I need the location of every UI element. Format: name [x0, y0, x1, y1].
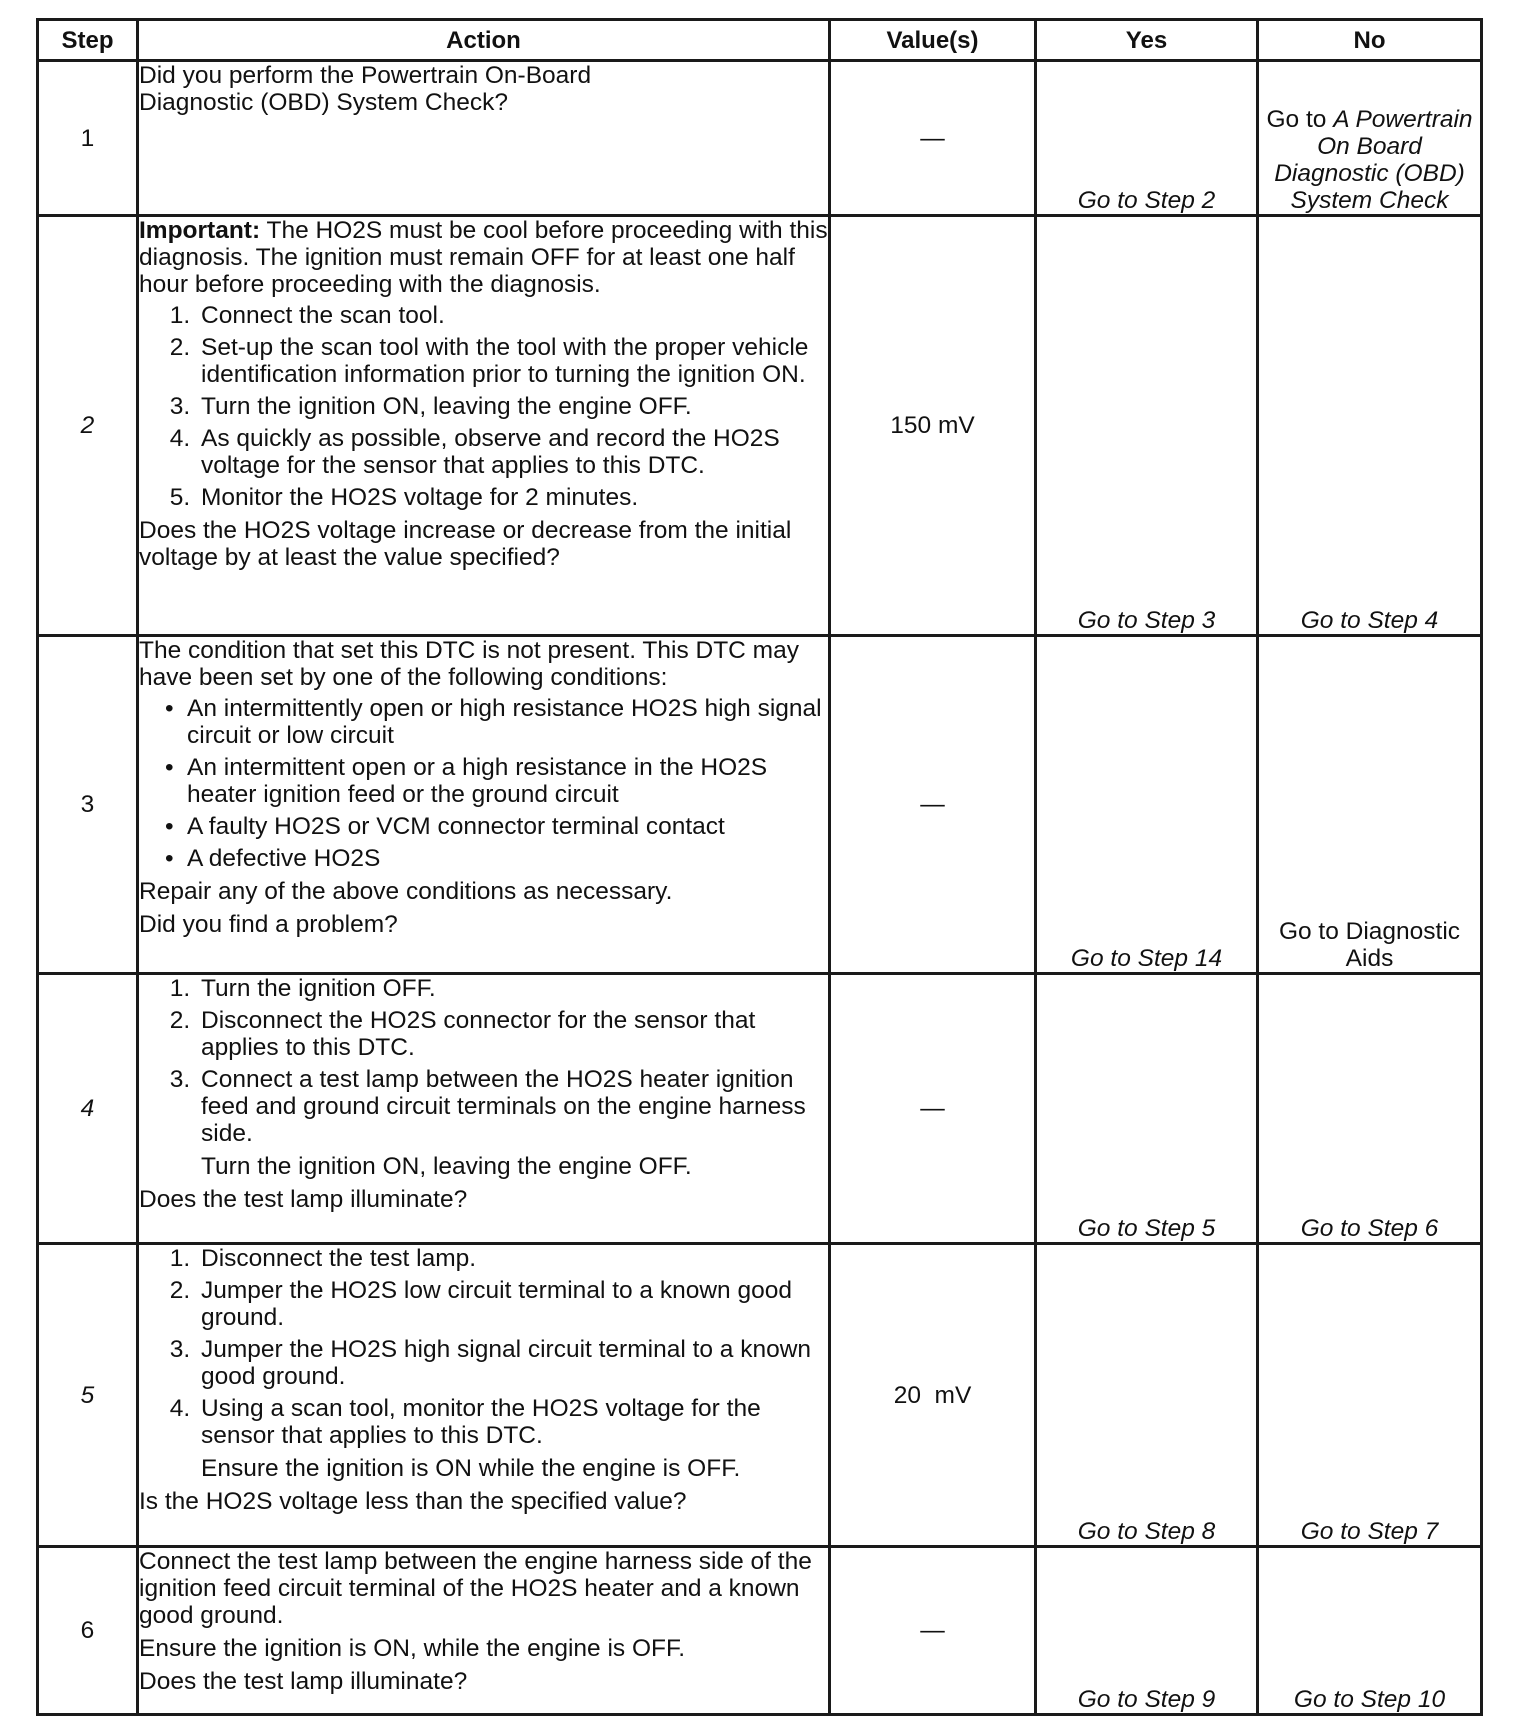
action-note: Turn the ignition ON, leaving the engine OFF. — [201, 1153, 692, 1180]
action-cell — [138, 1244, 830, 1547]
action-cell — [138, 61, 830, 216]
value-text: — — [920, 1095, 945, 1122]
condition-list — [139, 695, 828, 872]
step-number: 6 — [38, 1547, 138, 1715]
header-step: Step — [38, 20, 138, 61]
value-cell — [830, 1547, 1036, 1715]
value-cell — [830, 216, 1036, 636]
yes-cell — [1036, 61, 1258, 216]
repair-text: Repair any of the above conditions as necessary. — [139, 878, 673, 905]
yes-cell — [1036, 974, 1258, 1244]
header-action: Action — [138, 20, 830, 61]
no-cell — [1258, 216, 1482, 636]
no-cell — [1258, 974, 1482, 1244]
value-text: 150 mV — [890, 412, 975, 439]
no-cell — [1258, 636, 1482, 974]
action-note: Ensure the ignition is ON while the engine is OFF. — [201, 1455, 741, 1482]
yes-link[interactable]: Go to Step 9 — [1077, 1686, 1216, 1713]
step-number: 3 — [38, 636, 138, 974]
yes-cell — [1036, 216, 1258, 636]
no-cell — [1258, 1244, 1482, 1547]
yes-link[interactable]: Go to Step 3 — [1077, 607, 1216, 634]
important-label: Important: — [139, 217, 261, 244]
list-item: 1. Connect the scan tool. — [197, 302, 828, 329]
action-cell — [138, 1547, 830, 1715]
no-link[interactable]: Go to Step 6 — [1300, 1215, 1439, 1242]
value-text: — — [920, 124, 945, 152]
list-item: 3. Connect a test lamp between the HO2S heater ignition feed and ground circuit terminals on the engine harness side. — [197, 1066, 828, 1147]
list-item: 2. Set-up the scan tool with the tool with the proper vehicle identification information prior to turning the ignition ON. — [197, 334, 828, 388]
table-row — [38, 1547, 1482, 1715]
yes-cell — [1036, 636, 1258, 974]
value-cell — [830, 636, 1036, 974]
yes-cell — [1036, 1547, 1258, 1715]
header-values: Value(s) — [830, 20, 1036, 61]
no-link[interactable]: Go to Diagnostic Aids — [1278, 918, 1461, 972]
step-number: 4 — [38, 974, 138, 1244]
important-text: The HO2S must be cool before proceeding with this diagnosis. The ignition must remain OFF for at least one half hour before proceeding with the diagnosis. — [139, 217, 828, 298]
step-number: 1 — [38, 61, 138, 216]
value-cell — [830, 61, 1036, 216]
action-question: Did you perform the Powertrain On-Board Diagnostic (OBD) System Check? — [139, 62, 592, 116]
value-cell — [830, 1244, 1036, 1547]
step-number: 5 — [38, 1244, 138, 1547]
action-note: Ensure the ignition is ON, while the engine is OFF. — [139, 1635, 686, 1662]
header-yes: Yes — [1036, 20, 1258, 61]
list-item: • An intermittent open or a high resistance in the HO2S heater ignition feed or the ground circuit — [187, 754, 828, 808]
list-item: 1. Turn the ignition OFF. — [197, 975, 828, 1002]
list-item: 5. Monitor the HO2S voltage for 2 minutes. — [197, 484, 828, 511]
table-row — [38, 61, 1482, 216]
action-cell — [138, 974, 830, 1244]
list-item: 4. As quickly as possible, observe and record the HO2S voltage for the sensor that applies to this DTC. — [197, 425, 828, 479]
value-text: 20 mV — [893, 1381, 972, 1409]
action-intro: The condition that set this DTC is not present. This DTC may have been set by one of the following conditions: — [139, 637, 799, 691]
no-link[interactable]: Go to Step 7 — [1300, 1518, 1439, 1545]
no-cell — [1258, 1547, 1482, 1715]
list-item: • An intermittently open or high resistance HO2S high signal circuit or low circuit — [187, 695, 828, 749]
action-question: Does the test lamp illuminate? — [139, 1668, 468, 1695]
yes-link[interactable]: Go to Step 5 — [1077, 1215, 1216, 1242]
action-question: Does the test lamp illuminate? — [139, 1186, 468, 1213]
table-row — [38, 974, 1482, 1244]
list-item: 3. Jumper the HO2S high signal circuit terminal to a known good ground. — [197, 1336, 828, 1390]
header-no: No — [1258, 20, 1482, 61]
action-intro: Connect the test lamp between the engine harness side of the ignition feed circuit terminal of the HO2S heater and a known good ground. — [139, 1548, 812, 1629]
procedure-list — [139, 975, 828, 1147]
table-row — [38, 216, 1482, 636]
no-prefix: Go to — [1266, 106, 1327, 133]
table-row — [38, 636, 1482, 974]
list-item: 2. Disconnect the HO2S connector for the sensor that applies to this DTC. — [197, 1007, 828, 1061]
action-cell — [138, 216, 830, 636]
action-question: Did you find a problem? — [139, 911, 398, 938]
value-text: — — [920, 791, 945, 818]
procedure-list — [139, 302, 828, 511]
no-link[interactable]: A Powertrain On Board Diagnostic (OBD) System Check — [1274, 106, 1473, 214]
list-item: 3. Turn the ignition ON, leaving the engine OFF. — [197, 393, 828, 420]
value-text: — — [920, 1617, 945, 1644]
list-item: 4. Using a scan tool, monitor the HO2S voltage for the sensor that applies to this DTC. — [197, 1395, 828, 1449]
yes-link[interactable]: Go to Step 8 — [1077, 1518, 1216, 1545]
diagnostic-table — [36, 18, 1483, 1716]
action-question: Does the HO2S voltage increase or decrease from the initial voltage by at least the value specified? — [139, 517, 792, 571]
yes-cell — [1036, 1244, 1258, 1547]
yes-link[interactable]: Go to Step 2 — [1077, 187, 1216, 214]
step-number: 2 — [38, 216, 138, 636]
no-link[interactable]: Go to Step 10 — [1293, 1686, 1446, 1713]
action-question: Is the HO2S voltage less than the specified value? — [139, 1488, 687, 1515]
list-item: • A defective HO2S — [187, 845, 828, 872]
table-row — [38, 1244, 1482, 1547]
no-link[interactable]: Go to Step 4 — [1300, 607, 1439, 634]
yes-link[interactable]: Go to Step 14 — [1070, 945, 1223, 972]
header-row — [38, 20, 1482, 61]
procedure-list — [139, 1245, 828, 1449]
list-item: • A faulty HO2S or VCM connector terminal contact — [187, 813, 828, 840]
no-cell — [1258, 61, 1482, 216]
list-item: 2. Jumper the HO2S low circuit terminal to a known good ground. — [197, 1277, 828, 1331]
action-cell — [138, 636, 830, 974]
value-cell — [830, 974, 1036, 1244]
important-note — [139, 217, 828, 298]
list-item: 1. Disconnect the test lamp. — [197, 1245, 828, 1272]
